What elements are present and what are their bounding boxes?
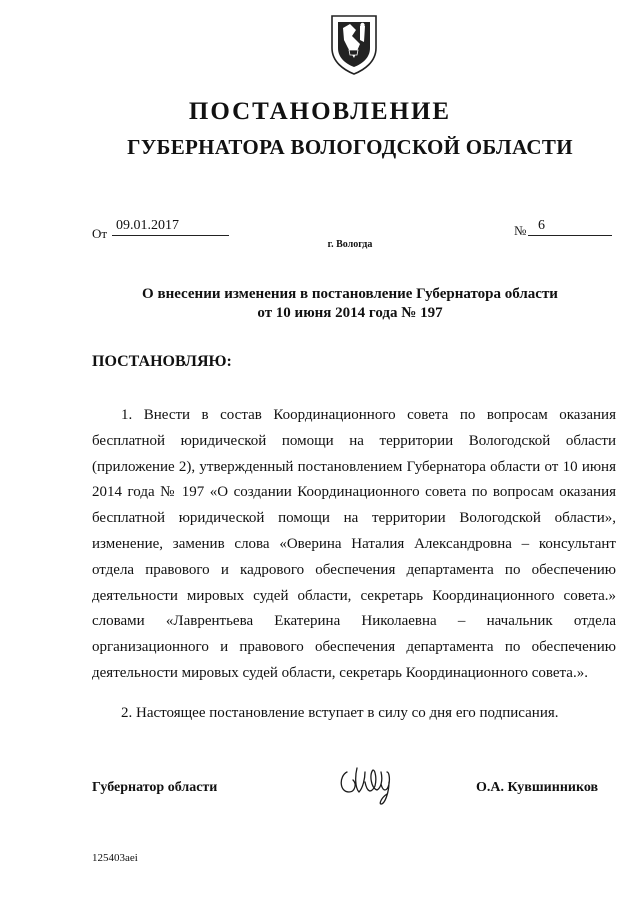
document-subject [130,285,570,323]
number-underline [528,235,612,236]
signer-position: Губернатор области [92,780,218,795]
number-label: № [514,223,527,238]
signer-name: О.А. Кувшинников [476,780,599,795]
document-number: 6 [538,218,545,233]
subject-line-2: от 10 июня 2014 года № 197 [257,305,443,321]
document-code: 125403aei [92,852,138,864]
city-label: г. Вологда [327,239,373,250]
document-issuer: ГУБЕРНАТОРА ВОЛОГОДСКОЙ ОБЛАСТИ [127,135,573,159]
paragraph-1: 1. Внести в состав Координационного совета по вопросам оказания бесплатной юридической помощи на территории Вологодской области (приложение 2), утвержденный постановлением Губернатора области от 10 июня 2014 года № 197 «О создании Координационного совета по вопросам оказания бесплатной юридической помощи на территории Вологодской области», изменение, заменив слова «Оверина Наталия Александровна – консультант отдела правового и кадрового обеспечения департамента по обеспечению деятельности мировых судей области, секретарь Координационного совета.» словами «Лаврентьева Екатерина Николаевна – начальник отдела организационного и правового обеспечения департамента по обеспечению деятельности мировых судей области, секретарь Координационного совета.». [92,407,616,681]
subject-line-1: О внесении изменения в постановление Губернатора области [142,286,558,302]
document-date: 09.01.2017 [116,218,179,233]
vologda-coat-of-arms-icon [330,14,378,76]
date-underline [112,235,229,236]
paragraph-2: 2. Настоящее постановление вступает в силу со дня его подписания. [121,705,559,721]
date-label: От [92,226,108,241]
decree-heading: ПОСТАНОВЛЯЮ: [92,353,232,370]
document-title: ПОСТАНОВЛЕНИЕ [188,98,452,125]
handwritten-signature-icon [335,758,405,806]
